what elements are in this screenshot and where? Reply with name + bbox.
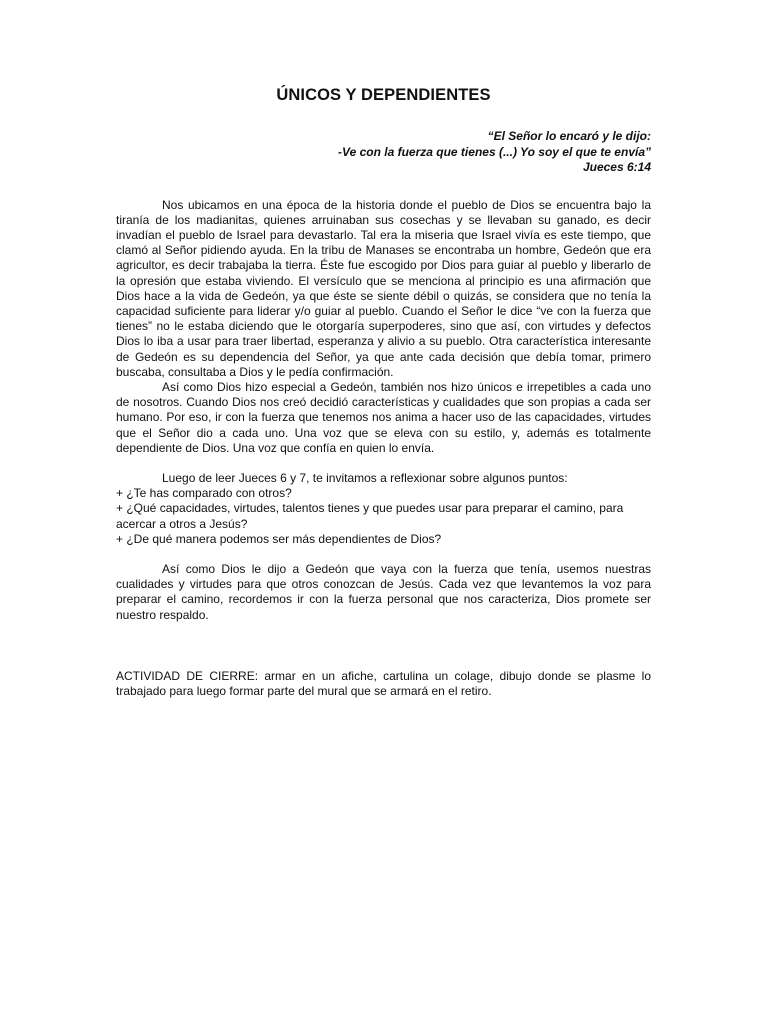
epigraph-line-2: -Ve con la fuerza que tienes (...) Yo soy el que te envía” xyxy=(338,144,651,159)
spacer xyxy=(116,623,651,669)
question-item: + ¿Qué capacidades, virtudes, talentos tienes y que puedes usar para preparar el camino, para acercar a otros a Jesús? xyxy=(116,501,624,531)
epigraph-citation: Jueces 6:14 xyxy=(582,160,651,174)
epigraph xyxy=(116,129,651,176)
spacer xyxy=(116,456,651,471)
closing-activity: ACTIVIDAD DE CIERRE: armar en un afiche, cartulina un colage, dibujo donde se plasme lo trabajado para luego formar parte del mural que se armará en el retiro. xyxy=(116,668,651,698)
paragraph-conclusion: Así como Dios le dijo a Gedeón que vaya con la fuerza que tenía, usemos nuestras cualidades y virtudes para que otros conozcan de Jesús. Cada vez que levantemos la voz para preparar el camino, recordemos ir con la fuerza personal que nos caracteriza, Dios promete ser nuestro respaldo. xyxy=(116,561,651,622)
question-item: + ¿Te has comparado con otros? xyxy=(116,486,292,501)
question-item: + ¿De qué manera podemos ser más dependientes de Dios? xyxy=(116,531,442,546)
paragraph-reflection-intro: Luego de leer Jueces 6 y 7, te invitamos a reflexionar sobre algunos puntos: xyxy=(162,470,568,485)
document-page xyxy=(116,86,651,699)
epigraph-line-1: “El Señor lo encaró y le dijo: xyxy=(487,129,651,143)
paragraph-unique: Así como Dios hizo especial a Gedeón, también nos hizo únicos e irrepetibles a cada uno de nosotros. Cuando Dios nos creó decidió características y cualidades que son propias a cada ser humano. Por eso, ir con la fuerza que tenemos nos anima a hacer uso de las capacidades, virtudes que el Señor dio a cada uno. Una voz que se eleva con su estilo, y, además es totalmente dependiente de Dios. Una voz que confía en quien lo envía. xyxy=(116,379,651,455)
page-title: ÚNICOS Y DEPENDIENTES xyxy=(276,86,491,104)
spacer xyxy=(116,547,651,562)
paragraph-context: Nos ubicamos en una época de la historia donde el pueblo de Dios se encuentra bajo la tiranía de los madianitas, quienes arruinaban sus cosechas y se llevaban su ganado, es decir invadían el pueblo de Israel para devastarlo. Tal era la miseria que Israel vivía es este tiempo, que clamó al Señor pidiendo ayuda. En la tribu de Manases se encontraba un hombre, Gedeón que era agricultor, es decir trabajaba la tierra. Éste fue escogido por Dios para guiar al pueblo y liberarlo de la opresión que estaba viviendo. El versículo que se menciona al principio es una afirmación que Dios hace a la vida de Gedeón, ya que éste se siente débil o quizás, se considera que no tenía la capacidad suficiente para liderar y/o guiar al pueblo. Cuando el Señor le dice “ve con la fuerza que tienes” no le estaba diciendo que le otorgaría superpoderes, sino que así, con virtudes y defectos Dios lo iba a usar para traer libertad, esperanza y alivio a su pueblo. Otra característica interesante de Gedeón es su dependencia del Señor, ya que ante cada decisión que debía tomar, primero buscaba, consultaba a Dios y le pedía confirmación. xyxy=(116,197,651,379)
